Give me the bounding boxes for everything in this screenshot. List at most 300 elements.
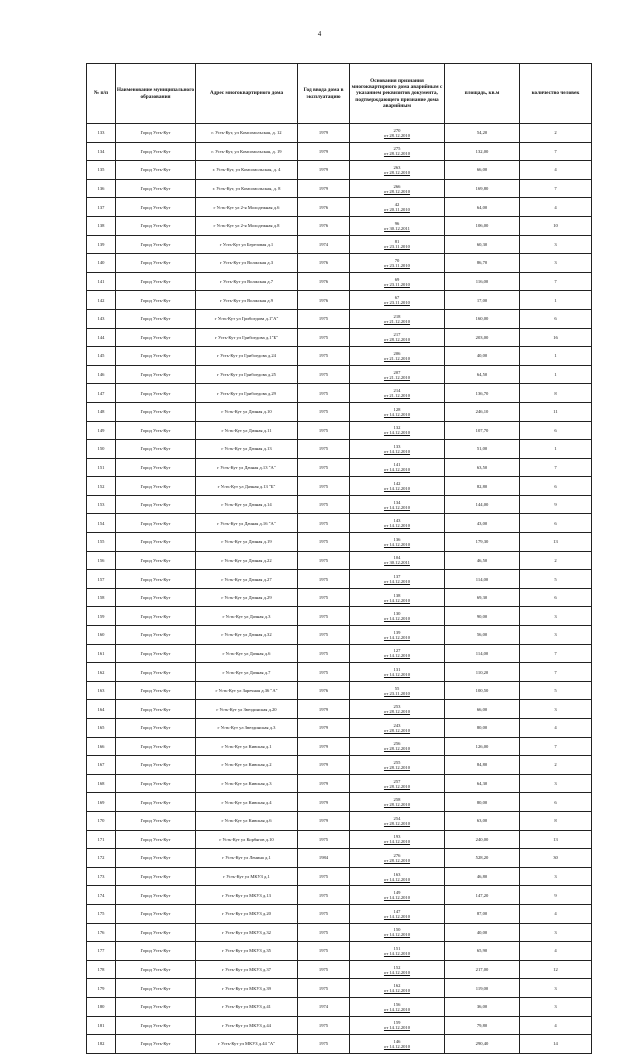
cell-document: [350, 161, 445, 180]
cell-area: 119,00: [445, 979, 520, 998]
cell-number: 175: [87, 904, 116, 923]
cell-address: г Усть-Кут ул 2-я Молодежная д.8: [196, 216, 298, 235]
cell-number: 155: [87, 533, 116, 552]
cell-area: 80,00: [445, 793, 520, 812]
document-date: от 14.12.2010: [383, 634, 411, 640]
cell-address: г Усть-Кут ул МКУЗ д.37: [196, 960, 298, 979]
document-date: от 14.12.2010: [383, 876, 411, 882]
cell-year: 1979: [298, 756, 350, 775]
document-number: 253: [393, 704, 401, 710]
cell-municipality: Город Усть-Кут: [116, 681, 196, 700]
cell-year: 1979: [298, 774, 350, 793]
cell-year: 1976: [298, 198, 350, 217]
cell-area: 116,00: [445, 272, 520, 291]
cell-address: г Усть-Кут ул МКУЗ д.35: [196, 942, 298, 961]
cell-year: 1976: [298, 272, 350, 291]
cell-address: г Усть-Кут ул Дачная д.6: [196, 644, 298, 663]
document-number: 142: [393, 481, 401, 487]
document-number: 152: [393, 964, 401, 970]
cell-area: 46,80: [445, 867, 520, 886]
cell-area: 136,70: [445, 384, 520, 403]
document-date: от 14.12.2010: [383, 579, 411, 585]
cell-people: 5: [520, 681, 592, 700]
cell-address: г. Усть-Кут, ул Комсомольская, д. 4: [196, 161, 298, 180]
cell-address: г Усть-Кут ул Грибоедова д.24: [196, 347, 298, 366]
cell-people: 10: [520, 216, 592, 235]
cell-document: [350, 254, 445, 273]
document-date: от 23.11.2010: [384, 300, 410, 306]
cell-address: г Усть-Кут ул Кивская д.4: [196, 793, 298, 812]
cell-document: [350, 737, 445, 756]
table-row: [87, 942, 592, 961]
cell-number: 146: [87, 365, 116, 384]
document-date: от 21.12.2010: [383, 393, 411, 399]
cell-document: [350, 607, 445, 626]
document-number: 131: [393, 667, 401, 673]
cell-people: 7: [520, 142, 592, 161]
header-people: количество человек: [520, 64, 592, 124]
document-number: 138: [393, 592, 401, 598]
cell-document: [350, 904, 445, 923]
cell-area: 40,00: [445, 347, 520, 366]
cell-area: 82,80: [445, 477, 520, 496]
document-number: 263: [393, 164, 401, 170]
cell-municipality: Город Усть-Кут: [116, 142, 196, 161]
cell-municipality: Город Усть-Кут: [116, 997, 196, 1016]
cell-document: [350, 979, 445, 998]
table-row: [87, 1016, 592, 1035]
document-date: от 28.12.2010: [383, 709, 411, 715]
document-number: 139: [393, 629, 401, 635]
table-row: [87, 421, 592, 440]
cell-year: 1979: [298, 142, 350, 161]
cell-year: 1975: [298, 533, 350, 552]
cell-number: 139: [87, 235, 116, 254]
cell-number: 159: [87, 607, 116, 626]
cell-address: г Усть-Кут ул Звездинская д.20: [196, 700, 298, 719]
cell-document: [350, 551, 445, 570]
cell-number: 168: [87, 774, 116, 793]
cell-number: 171: [87, 830, 116, 849]
cell-people: 6: [520, 421, 592, 440]
document-date: от 14.12.2010: [383, 969, 411, 975]
table-row: [87, 588, 592, 607]
cell-document: [350, 495, 445, 514]
document-number: 255: [393, 759, 401, 765]
cell-area: 90,00: [445, 607, 520, 626]
cell-people: 6: [520, 588, 592, 607]
cell-municipality: Город Усть-Кут: [116, 756, 196, 775]
cell-document: [350, 421, 445, 440]
cell-area: 100,50: [445, 681, 520, 700]
document-date: от 28.12.2010: [383, 132, 411, 138]
cell-year: 1975: [298, 495, 350, 514]
cell-document: [350, 235, 445, 254]
cell-municipality: Город Усть-Кут: [116, 124, 196, 143]
cell-municipality: Город Усть-Кут: [116, 923, 196, 942]
cell-year: 1976: [298, 254, 350, 273]
table-row: [87, 719, 592, 738]
cell-year: 1975: [298, 421, 350, 440]
cell-area: 114,00: [445, 570, 520, 589]
cell-year: 1975: [298, 960, 350, 979]
cell-area: 169,80: [445, 179, 520, 198]
document-number: 266: [393, 183, 401, 189]
document-date: от 20.11.2010: [384, 207, 410, 213]
cell-people: 13: [520, 830, 592, 849]
cell-address: г. Усть-Кут, ул Комсомольская, д. 19: [196, 142, 298, 161]
cell-people: 3: [520, 254, 592, 273]
cell-number: 164: [87, 700, 116, 719]
cell-number: 142: [87, 291, 116, 310]
cell-municipality: Город Усть-Кут: [116, 663, 196, 682]
cell-address: г Усть-Кут ул Дачная д.13: [196, 440, 298, 459]
cell-address: г. Усть-Кут, ул Комсомольская, д. 12: [196, 124, 298, 143]
cell-year: 1979: [298, 737, 350, 756]
cell-document: [350, 756, 445, 775]
cell-address: г Усть-Кут ул МКУЗ д.41: [196, 997, 298, 1016]
document-number: 206: [393, 350, 401, 356]
cell-number: 144: [87, 328, 116, 347]
document-number: 163: [393, 871, 401, 877]
cell-people: 3: [520, 923, 592, 942]
table-row: [87, 272, 592, 291]
cell-area: 126,00: [445, 737, 520, 756]
cell-municipality: Город Усть-Кут: [116, 830, 196, 849]
document-date: от 21.12.2010: [383, 374, 411, 380]
cell-area: 203,00: [445, 328, 520, 347]
document-number: 67: [394, 295, 400, 301]
cell-number: 172: [87, 849, 116, 868]
cell-number: 181: [87, 1016, 116, 1035]
cell-municipality: Город Усть-Кут: [116, 700, 196, 719]
cell-municipality: Город Усть-Кут: [116, 402, 196, 421]
document-date: от 28.12.2010: [383, 746, 411, 752]
cell-number: 156: [87, 551, 116, 570]
document-date: от 14.12.2010: [383, 504, 411, 510]
document-date: от 28.12.2010: [383, 727, 411, 733]
cell-address: г Усть-Кут ул Дачная д.22: [196, 551, 298, 570]
cell-municipality: Город Усть-Кут: [116, 514, 196, 533]
table-row: [87, 440, 592, 459]
cell-year: 1975: [298, 644, 350, 663]
cell-number: 153: [87, 495, 116, 514]
cell-area: 17,00: [445, 291, 520, 310]
cell-address: г Усть-Кут ул Дачная д.10: [196, 402, 298, 421]
cell-area: 80,00: [445, 719, 520, 738]
document-number: 149: [393, 890, 401, 896]
table-row: [87, 161, 592, 180]
cell-year: 1975: [298, 942, 350, 961]
cell-municipality: Город Усть-Кут: [116, 421, 196, 440]
cell-municipality: Город Усть-Кут: [116, 384, 196, 403]
cell-people: 13: [520, 533, 592, 552]
cell-municipality: Город Усть-Кут: [116, 644, 196, 663]
cell-people: 3: [520, 997, 592, 1016]
cell-document: [350, 830, 445, 849]
cell-year: 1975: [298, 886, 350, 905]
cell-document: [350, 477, 445, 496]
document-date: от 14.12.2010: [383, 672, 411, 678]
cell-document: [350, 570, 445, 589]
table-row: [87, 291, 592, 310]
document-date: от 14.12.2010: [383, 467, 411, 473]
document-number: 141: [393, 462, 401, 468]
cell-number: 177: [87, 942, 116, 961]
cell-address: г Усть-Кут ул Волжская д.3: [196, 254, 298, 273]
cell-document: [350, 588, 445, 607]
cell-area: 290,40: [445, 1035, 520, 1054]
cell-municipality: Город Усть-Кут: [116, 328, 196, 347]
cell-year: 1975: [298, 1035, 350, 1054]
cell-municipality: Город Усть-Кут: [116, 458, 196, 477]
cell-document: [350, 384, 445, 403]
table-row: [87, 551, 592, 570]
document-date: от 14.12.2010: [383, 1006, 411, 1012]
cell-area: 106,00: [445, 216, 520, 235]
cell-municipality: Город Усть-Кут: [116, 254, 196, 273]
document-date: от 30.12.2011: [384, 225, 410, 231]
cell-year: 1975: [298, 867, 350, 886]
cell-area: 36,00: [445, 997, 520, 1016]
cell-number: 166: [87, 737, 116, 756]
header-grounds: Основания признания многоквартирного дома аварийным с указанием реквизитов документа, подтверждающего признание дома аварийным: [350, 64, 445, 124]
cell-year: 1975: [298, 384, 350, 403]
cell-people: 5: [520, 570, 592, 589]
document-number: 258: [393, 797, 401, 803]
cell-year: 1975: [298, 588, 350, 607]
table-row: [87, 867, 592, 886]
cell-area: 54,20: [445, 124, 520, 143]
cell-municipality: Город Усть-Кут: [116, 867, 196, 886]
table-row: [87, 663, 592, 682]
cell-document: [350, 681, 445, 700]
document-number: 214: [393, 388, 401, 394]
cell-people: 9: [520, 886, 592, 905]
cell-year: 1975: [298, 309, 350, 328]
cell-people: 8: [520, 811, 592, 830]
cell-address: г Усть-Кут ул Кивская д.1: [196, 737, 298, 756]
table-row: [87, 607, 592, 626]
cell-people: 16: [520, 328, 592, 347]
document-date: от 14.12.2010: [383, 616, 411, 622]
document-date: от 14.12.2010: [383, 541, 411, 547]
cell-address: г Усть-Кут ул МКУЗ д.44: [196, 1016, 298, 1035]
cell-area: 65,90: [445, 942, 520, 961]
cell-document: [350, 198, 445, 217]
document-number: 128: [393, 406, 401, 412]
cell-document: [350, 774, 445, 793]
cell-area: 69,30: [445, 588, 520, 607]
table-row: [87, 254, 592, 273]
cell-number: 163: [87, 681, 116, 700]
cell-municipality: Город Усть-Кут: [116, 161, 196, 180]
cell-year: 1975: [298, 979, 350, 998]
cell-municipality: Город Усть-Кут: [116, 570, 196, 589]
cell-document: [350, 626, 445, 645]
cell-year: 1975: [298, 570, 350, 589]
table-row: [87, 477, 592, 496]
document-number: 257: [393, 778, 401, 784]
cell-area: 64,00: [445, 198, 520, 217]
cell-year: 1976: [298, 681, 350, 700]
cell-people: 3: [520, 774, 592, 793]
document-number: 136: [393, 536, 401, 542]
cell-number: 167: [87, 756, 116, 775]
cell-area: 86,70: [445, 254, 520, 273]
cell-people: 6: [520, 309, 592, 328]
cell-people: 3: [520, 235, 592, 254]
table-row: [87, 960, 592, 979]
document-date: от 23.11.2010: [384, 244, 410, 250]
table-row: [87, 756, 592, 775]
cell-address: г. Усть-Кут, ул Комсомольская, д. 8: [196, 179, 298, 198]
cell-document: [350, 272, 445, 291]
cell-municipality: Город Усть-Кут: [116, 719, 196, 738]
cell-year: 1984: [298, 849, 350, 868]
cell-number: 145: [87, 347, 116, 366]
document-date: от 14.12.2010: [383, 1043, 411, 1049]
table-row: [87, 124, 592, 143]
cell-document: [350, 849, 445, 868]
table-row: [87, 328, 592, 347]
cell-year: 1976: [298, 216, 350, 235]
document-number: 276: [393, 852, 401, 858]
table-row: [87, 198, 592, 217]
cell-people: 7: [520, 663, 592, 682]
cell-number: 165: [87, 719, 116, 738]
cell-document: [350, 440, 445, 459]
cell-people: 3: [520, 607, 592, 626]
cell-address: г Усть-Кут ул Звездинская д.3: [196, 719, 298, 738]
cell-year: 1975: [298, 626, 350, 645]
cell-year: 1979: [298, 124, 350, 143]
cell-number: 137: [87, 198, 116, 217]
cell-document: [350, 997, 445, 1016]
cell-municipality: Город Усть-Кут: [116, 440, 196, 459]
cell-address: г Усть-Кут ул Дачная д.16 "А": [196, 514, 298, 533]
cell-municipality: Город Усть-Кут: [116, 365, 196, 384]
cell-number: 135: [87, 161, 116, 180]
cell-municipality: Город Усть-Кут: [116, 626, 196, 645]
cell-year: 1975: [298, 514, 350, 533]
table-row: [87, 886, 592, 905]
cell-document: [350, 402, 445, 421]
document-number: 217: [393, 332, 401, 338]
cell-document: [350, 533, 445, 552]
document-date: от 14.12.2010: [383, 895, 411, 901]
table-row: [87, 923, 592, 942]
cell-municipality: Город Усть-Кут: [116, 198, 196, 217]
table-row: [87, 347, 592, 366]
cell-area: 87,00: [445, 904, 520, 923]
cell-number: 178: [87, 960, 116, 979]
cell-year: 1975: [298, 440, 350, 459]
cell-address: г Усть-Кут ул Дачная д.14: [196, 495, 298, 514]
document-date: от 14.12.2010: [383, 523, 411, 529]
cell-document: [350, 328, 445, 347]
cell-people: 6: [520, 793, 592, 812]
cell-address: г Усть-Кут ул Кивская д.2: [196, 756, 298, 775]
cell-people: 7: [520, 272, 592, 291]
cell-document: [350, 1016, 445, 1035]
table-row: [87, 681, 592, 700]
cell-people: 30: [520, 849, 592, 868]
cell-number: 160: [87, 626, 116, 645]
cell-people: 1: [520, 347, 592, 366]
cell-address: г Усть-Кут ул Дачная д.13 "А": [196, 458, 298, 477]
cell-number: 154: [87, 514, 116, 533]
cell-people: 2: [520, 124, 592, 143]
cell-people: 1: [520, 365, 592, 384]
cell-address: г Усть-Кут ул МКУЗ д.20: [196, 904, 298, 923]
cell-address: г Усть-Кут ул Дачная д.7: [196, 663, 298, 682]
table-row: [87, 570, 592, 589]
document-date: от 23.11.2010: [384, 690, 410, 696]
table-row: [87, 458, 592, 477]
header-area: площадь, кв.м: [445, 64, 520, 124]
cell-people: 4: [520, 719, 592, 738]
document-number: 256: [393, 741, 401, 747]
cell-year: 1979: [298, 700, 350, 719]
cell-address: г Усть-Кут ул Дачная д.11: [196, 421, 298, 440]
cell-number: 158: [87, 588, 116, 607]
cell-address: г Усть-Кут ул Дачная д.29: [196, 588, 298, 607]
cell-municipality: Город Усть-Кут: [116, 774, 196, 793]
table-row: [87, 384, 592, 403]
document-date: от 14.12.2010: [383, 430, 411, 436]
document-date: от 21.12.2010: [383, 355, 411, 361]
cell-address: г Усть-Кут ул Кивская д.6: [196, 811, 298, 830]
cell-number: 136: [87, 179, 116, 198]
cell-year: 1975: [298, 830, 350, 849]
cell-address: г Усть-Кут ул МКУЗ д.32: [196, 923, 298, 942]
cell-area: 84,80: [445, 756, 520, 775]
table-row: [87, 626, 592, 645]
document-date: от 14.12.2010: [383, 988, 411, 994]
cell-address: г Усть-Кут ул Корбягов д.10: [196, 830, 298, 849]
cell-people: 4: [520, 1016, 592, 1035]
cell-area: 51,00: [445, 440, 520, 459]
cell-document: [350, 142, 445, 161]
cell-number: 151: [87, 458, 116, 477]
cell-number: 150: [87, 440, 116, 459]
cell-document: [350, 644, 445, 663]
cell-people: 3: [520, 979, 592, 998]
cell-number: 173: [87, 867, 116, 886]
cell-area: 528,20: [445, 849, 520, 868]
cell-document: [350, 886, 445, 905]
cell-address: г Усть-Кут ул Заречная д.36 "А": [196, 681, 298, 700]
table-row: [87, 644, 592, 663]
cell-address: г Усть-Кут ул Березовая д.1: [196, 235, 298, 254]
cell-year: 1974: [298, 997, 350, 1016]
table-row: [87, 774, 592, 793]
cell-address: г Усть-Кут ул Грибоедова д.1"Б": [196, 328, 298, 347]
cell-year: 1975: [298, 663, 350, 682]
cell-area: 63,00: [445, 811, 520, 830]
cell-document: [350, 291, 445, 310]
cell-number: 134: [87, 142, 116, 161]
document-date: от 14.12.2010: [383, 411, 411, 417]
cell-document: [350, 663, 445, 682]
cell-document: [350, 867, 445, 886]
cell-year: 1975: [298, 328, 350, 347]
cell-number: 152: [87, 477, 116, 496]
cell-document: [350, 719, 445, 738]
header-year: Год ввода дома в эксплуатацию: [298, 64, 350, 124]
cell-address: г Усть-Кут ул Ленина д.1: [196, 849, 298, 868]
